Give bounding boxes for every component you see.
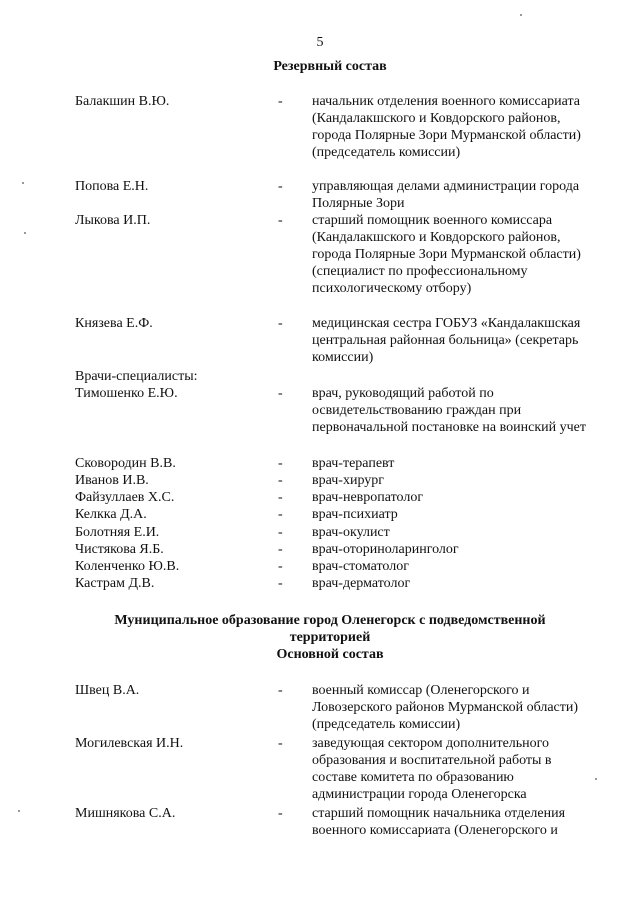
doctor-name: Файзуллаев Х.С. [75, 490, 175, 505]
reserve-composition-heading: Резервный состав [273, 59, 387, 74]
doctor-name: Иванов И.В. [75, 473, 149, 488]
scan-speck [22, 182, 24, 184]
municipality-heading: Муниципальное образование город Оленегорск с подведомственной [114, 613, 546, 628]
doctor-role: врач-терапевт [312, 456, 395, 471]
dash-separator: - [278, 683, 283, 698]
scan-speck [24, 232, 26, 234]
member-role: старший помощник начальника отделения военного комиссариата (Оленегорского и [312, 806, 566, 838]
scan-speck [520, 14, 522, 16]
member-name: Попова Е.Н. [75, 179, 149, 194]
doctor-name: Тимошенко Е.Ю. [75, 386, 178, 401]
member-name: Балакшин В.Ю. [75, 94, 170, 109]
doctor-name: Коленченко Ю.В. [75, 559, 180, 574]
doctor-name: Чистякова Я.Б. [75, 542, 164, 557]
dash-separator: - [278, 806, 283, 821]
dash-separator: - [278, 473, 283, 488]
dash-separator: - [278, 507, 283, 522]
main-composition-heading: Основной состав [276, 647, 384, 662]
dash-separator: - [278, 736, 283, 751]
doctor-role: врач-невропатолог [312, 490, 424, 505]
member-name: Могилевская И.Н. [75, 736, 184, 751]
doctor-name: Келкка Д.А. [75, 507, 147, 522]
doctors-label: Врачи-специалисты: [75, 369, 198, 384]
dash-separator: - [278, 490, 283, 505]
dash-separator: - [278, 559, 283, 574]
dash-separator: - [278, 576, 283, 591]
dash-separator: - [278, 213, 283, 228]
doctor-role: врач-дерматолог [312, 576, 411, 591]
doctor-role: врач-психиатр [312, 507, 398, 522]
scan-speck [18, 810, 20, 812]
scan-speck [595, 778, 597, 780]
dash-separator: - [278, 179, 283, 194]
doctor-name: Кастрам Д.В. [75, 576, 155, 591]
dash-separator: - [278, 542, 283, 557]
dash-separator: - [278, 456, 283, 471]
doctor-role: врач-стоматолог [312, 559, 409, 574]
page-number: 5 [316, 35, 324, 50]
doctor-role: врач-хирург [312, 473, 385, 488]
dash-separator: - [278, 316, 283, 331]
doctor-role: врач-оториноларинголог [312, 542, 459, 557]
member-name: Мишнякова С.А. [75, 806, 176, 821]
member-name: Князева Е.Ф. [75, 316, 153, 331]
member-role: начальник отделения военного комиссариата (Кандалакшского и Ковдорского районов, города Полярные Зори Мурманской области) (председатель комиссии) [312, 94, 581, 160]
dash-separator: - [278, 94, 283, 109]
doctor-role: врач-окулист [312, 525, 390, 540]
dash-separator: - [278, 386, 283, 401]
member-role: заведующая сектором дополнительного образования и воспитательной работы в составе комитета по образованию администрации города Оленегорска [312, 736, 552, 802]
member-name: Лыкова И.П. [75, 213, 151, 228]
member-role: военный комиссар (Оленегорского и Ловозерского районов Мурманской области) (председатель комиссии) [312, 683, 579, 732]
doctor-role: врач, руководящий работой по освидетельствованию граждан при первоначальной постановке на воинский учет [312, 386, 587, 435]
member-role: старший помощник военного комиссара (Кандалакшского и Ковдорского районов, города Полярные Зори Мурманской области) (специалист по профессиональному психологическому отбору) [312, 213, 581, 296]
member-role: управляющая делами администрации города Полярные Зори [312, 179, 580, 211]
doctor-name: Сковородин В.В. [75, 456, 176, 471]
municipality-heading-continued: территорией [289, 630, 371, 645]
member-role: медицинская сестра ГОБУЗ «Кандалакшская центральная районная больница» (секретарь комиссии) [312, 316, 581, 365]
member-name: Швец В.А. [75, 683, 140, 698]
doctor-name: Болотняя Е.И. [75, 525, 160, 540]
dash-separator: - [278, 525, 283, 540]
